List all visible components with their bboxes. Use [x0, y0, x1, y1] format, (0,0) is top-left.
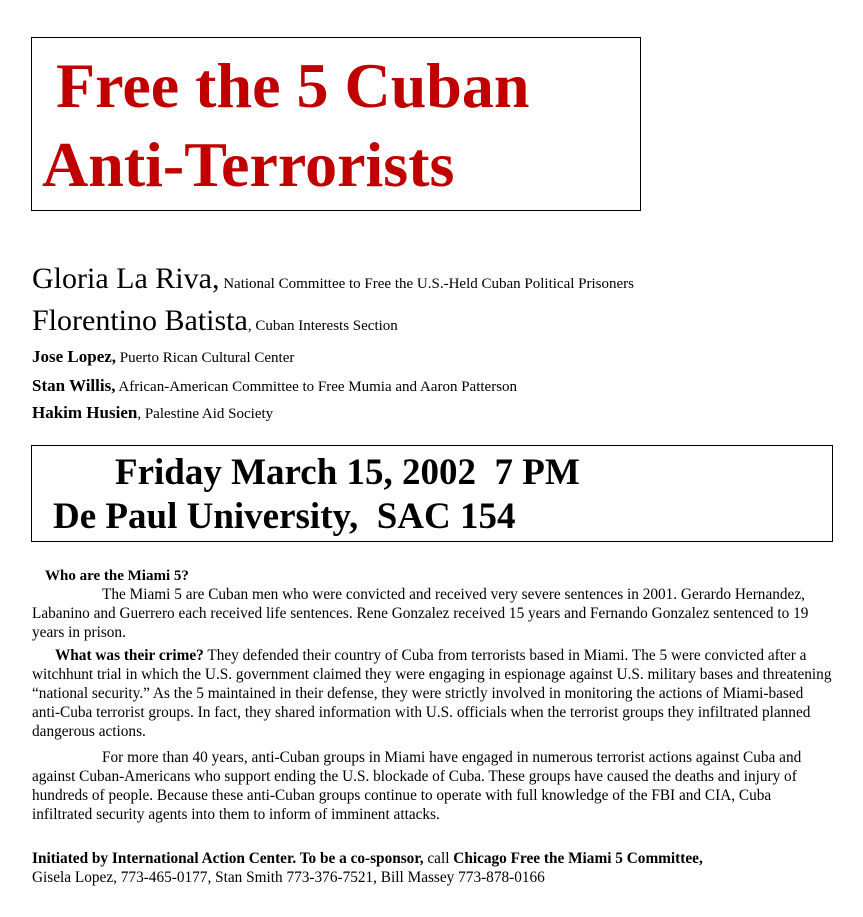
speaker-jose-lopez	[32, 348, 294, 366]
paragraph-text: They defended their country of Cuba from terrorists based in Miami. The 5 were convicted after a witchhunt trial in which the U.S. government claimed they were engaging in espionage against U.S. military bases and threatening “national security.” As the 5 maintained in their defense, they were strictly involved in monitoring the actions of Miami-based anti-Cuba terrorist groups. In fact, they shared information with U.S. officials when the terrorist groups they infiltrated planned dangerous actions.	[32, 647, 832, 740]
footer-lead: Initiated by International Action Center. To be a co-sponsor,	[32, 850, 424, 867]
footer-contact	[32, 849, 832, 887]
title-line-2: Anti-Terrorists	[42, 129, 455, 200]
speaker-name: Gloria La Riva,	[32, 262, 220, 295]
speaker-affiliation: National Committee to Free the U.S.-Held Cuban Political Prisoners	[219, 276, 634, 292]
event-venue: De Paul University, SAC 154	[53, 496, 516, 537]
speaker-affiliation: Puerto Rican Cultural Center	[116, 350, 295, 366]
speaker-florentino-batista	[32, 306, 398, 336]
paragraph-history: For more than 40 years, anti-Cuban groups in Miami have engaged in numerous terrorist actions against Cuba and against Cuban-Americans who support ending the U.S. blockade of Cuba. These groups have caused the deaths and injury of hundreds of people. Because these anti-Cuban groups continue to operate with full knowledge of the FBI and CIA, Cuba infiltrated security agents into them to inform of imminent attacks.	[32, 749, 802, 823]
speaker-name: Stan Willis,	[32, 376, 116, 395]
speaker-affiliation: African-American Committee to Free Mumia and Aaron Patterson	[115, 379, 518, 395]
footer-mid: call	[423, 850, 454, 867]
title-line-1: Free the 5 Cuban	[56, 50, 530, 121]
title-box	[31, 37, 641, 211]
footer-contacts: Gisela Lopez, 773-465-0177, Stan Smith 773-376-7521, Bill Massey 773-878-0166	[32, 869, 545, 886]
speaker-name: Jose Lopez,	[32, 347, 117, 366]
speaker-hakim-husien	[32, 404, 273, 422]
paragraph-miami-5: The Miami 5 are Cuban men who were convicted and received very severe sentences in 2001. Gerardo Hernandez, Labanino and Guerrero each received life sentences. Rene Gonzalez received 15 years and Fernando Gonzalez sentenced to 19 years in prison.	[32, 586, 809, 641]
paragraph-crime	[32, 646, 832, 741]
footer-committee: Chicago Free the Miami 5 Committee,	[453, 850, 703, 867]
speaker-gloria-la-riva	[32, 264, 634, 294]
event-box	[31, 445, 833, 542]
speaker-affiliation: , Palestine Aid Society	[137, 406, 274, 422]
speaker-name: Florentino Batista	[32, 304, 248, 337]
speaker-name: Hakim Husien	[32, 403, 138, 422]
paragraph-lead: What was their crime?	[55, 647, 204, 664]
section-heading: Who are the Miami 5?	[45, 568, 189, 584]
event-date: Friday March 15, 2002 7 PM	[115, 452, 580, 493]
speaker-stan-willis	[32, 377, 517, 395]
speaker-affiliation: , Cuban Interests Section	[247, 318, 398, 334]
